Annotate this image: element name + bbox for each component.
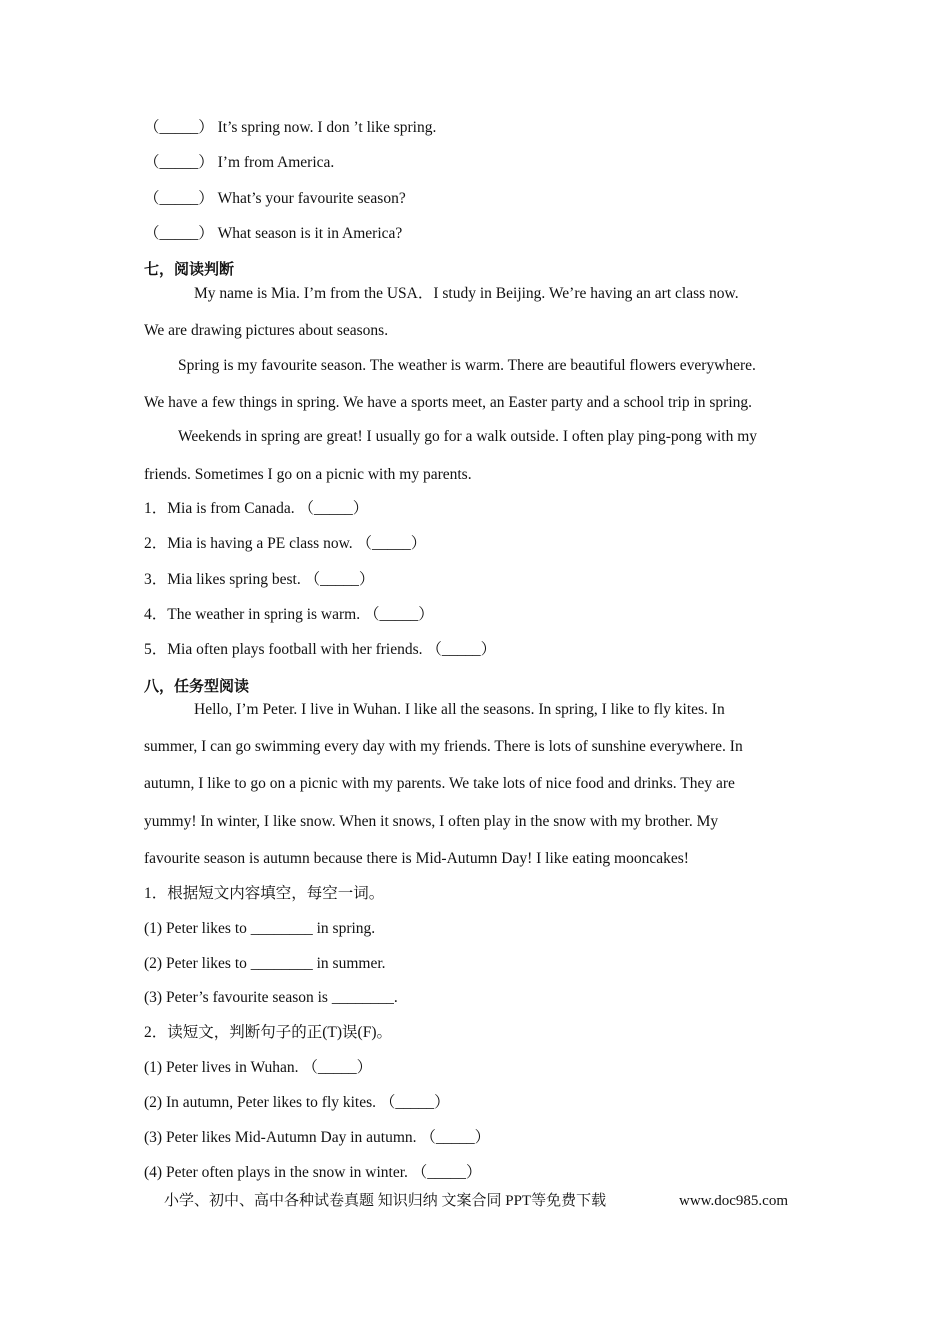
section7-question-5: 5．Mia often plays football with her friends. （_____） xyxy=(144,641,497,658)
task2-item-1: (1) Peter lives in Wuhan. （_____） xyxy=(144,1059,373,1076)
dialogue-line-3: （_____） What’s your favourite season? xyxy=(144,190,406,207)
dialogue-line-2: （_____） I’m from America. xyxy=(144,154,335,171)
task1-item-3: (3) Peter’s favourite season is ________. xyxy=(144,989,398,1006)
dialogue-line-4: （_____） What season is it in America? xyxy=(144,225,403,242)
task2-title: 2．读短文，判断句子的正(T)误(F)。 xyxy=(144,1024,392,1041)
section7-heading: 七，阅读判断 xyxy=(144,260,235,278)
section7-question-3: 3．Mia likes spring best. （_____） xyxy=(144,571,375,588)
task1-item-2: (2) Peter likes to ________ in summer. xyxy=(144,955,386,972)
section8-passage-line-3: autumn, I like to go on a picnic with my parents. We take lots of nice food and drinks. They are xyxy=(144,775,735,792)
section8-passage-line-4: yummy! In winter, I like snow. When it snows, I often play in the snow with my brother. My xyxy=(144,813,719,830)
section8-heading: 八，任务型阅读 xyxy=(144,677,250,695)
task1-title: 1．根据短文内容填空，每空一词。 xyxy=(144,885,385,902)
section7-question-4: 4．The weather in spring is warm. （_____） xyxy=(144,606,434,623)
footer-text: 小学、初中、高中各种试卷真题 知识归纳 文案合同 PPT等免费下载 xyxy=(164,1193,607,1209)
section8-passage-line-2: summer, I can go swimming every day with my friends. There is lots of sunshine everywhere. In xyxy=(144,738,743,755)
section7-passage-line-6: friends. Sometimes I go on a picnic with my parents. xyxy=(144,466,472,483)
task2-item-3: (3) Peter likes Mid-Autumn Day in autumn. （_____） xyxy=(144,1129,491,1146)
page-footer xyxy=(164,1191,788,1211)
section7-passage-line-2: We are drawing pictures about seasons. xyxy=(144,322,389,339)
section8-passage-line-1: Hello, I’m Peter. I live in Wuhan. I like all the seasons. In spring, I like to fly kites. In xyxy=(194,701,725,718)
task2-item-4: (4) Peter often plays in the snow in winter. （_____） xyxy=(144,1164,482,1181)
section7-passage-line-3: Spring is my favourite season. The weather is warm. There are beautiful flowers everywhere. xyxy=(178,357,756,374)
section7-passage-line-4: We have a few things in spring. We have a sports meet, an Easter party and a school trip in spring. xyxy=(144,394,753,411)
dialogue-line-1: （_____） It’s spring now. I don ’t like spring. xyxy=(144,119,437,136)
task2-item-2: (2) In autumn, Peter likes to fly kites. （_____） xyxy=(144,1094,450,1111)
task1-item-1: (1) Peter likes to ________ in spring. xyxy=(144,920,376,937)
section7-question-2: 2．Mia is having a PE class now. （_____） xyxy=(144,535,427,552)
section8-passage-line-5: favourite season is autumn because there is Mid-Autumn Day! I like eating mooncakes! xyxy=(144,850,689,867)
footer-url: www.doc985.com xyxy=(678,1193,788,1209)
section7-question-1: 1．Mia is from Canada. （_____） xyxy=(144,500,369,517)
section7-passage-line-5: Weekends in spring are great! I usually go for a walk outside. I often play ping-pong with my xyxy=(178,428,757,445)
section7-passage-line-1: My name is Mia. I’m from the USA．I study in Beijing. We’re having an art class now. xyxy=(194,285,739,302)
